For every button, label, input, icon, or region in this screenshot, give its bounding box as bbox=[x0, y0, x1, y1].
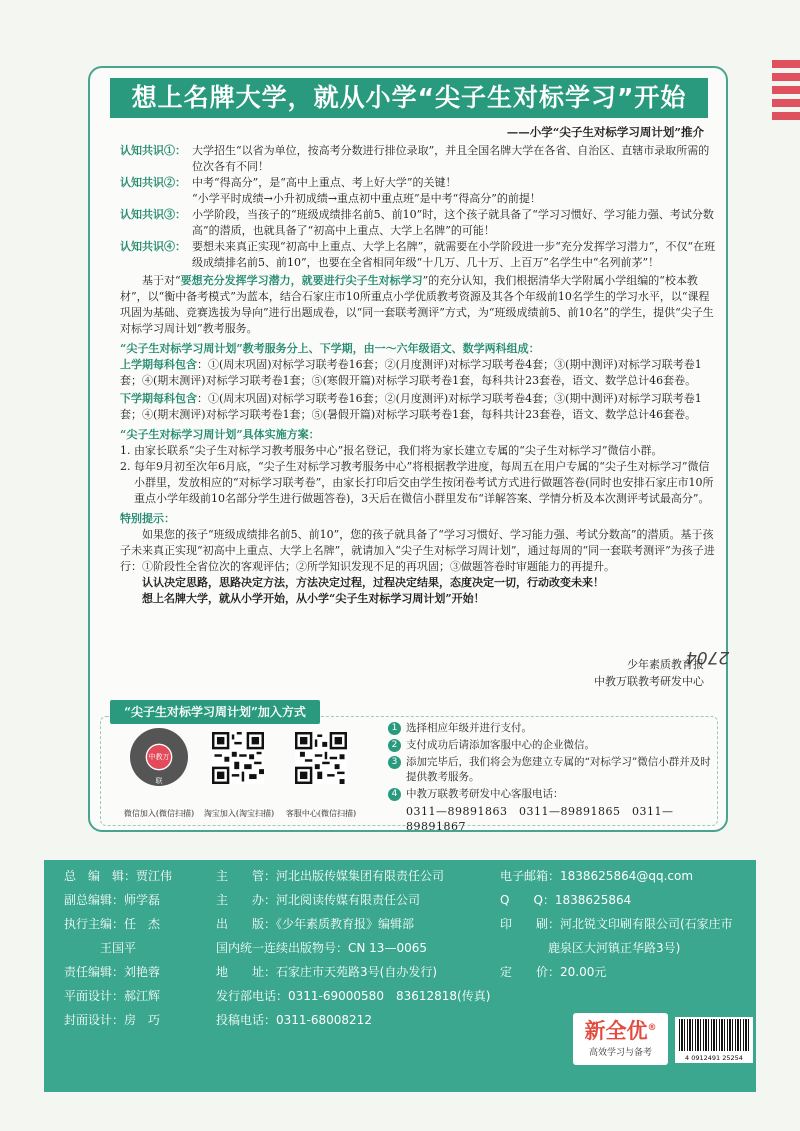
handwritten-number: 2704 bbox=[686, 647, 730, 667]
plan-step: 2. 每年9月初至次年6月底，“尖子生对标学习教考服务中心”将根据教学进度，每周五在用户专属的“尖子生对标学习”微信小群里，发放相应的“对标学习联考卷”，由家长打印后交由学生按闭卷考试方式进行做题答卷(同时也安排石家庄市10所重点小学年级前10名部分学生进行做题答卷)，3天后在微信小群里发布“详解答案、学情分析及本次测评考试最高分”。 bbox=[120, 460, 714, 505]
service-qr-icon[interactable] bbox=[295, 732, 347, 784]
plan-title: “尖子生对标学习周计划”具体实施方案： bbox=[120, 428, 320, 441]
plan-step: 1. 由家长联系“尖子生对标学习教考服务中心”报名登记，我们将为家长建立专属的“尖子生对标学习”微信小群。 bbox=[120, 444, 663, 457]
imprint-publisher: 主 管：河北出版传媒集团有限责任公司 主 办：河北阅读传媒有限责任公司 出 版：《少年素质教育报》编辑部 国内统一连续出版物号：CN 13—0065 地 址：石家庄市天苑路3号(自办发行) 发行部电话：0311-69000580 83612818(传真) 投稿电话：0311-68008212 bbox=[216, 869, 491, 1027]
consensus-text: 小学阶段，当孩子的“班级成绩排名前5、前10”时，这个孩子就具备了“学习习惯好、学习能力强、考试分数高”的潜质，也就具备了“初高中上重点、大学上名牌”的可能！ bbox=[192, 208, 714, 237]
consensus-text: 中考“得高分”，是“高中上重点、考上好大学”的关键！ bbox=[192, 176, 457, 189]
join-step: 3 添加完毕后，我们将会为您建立专属的“对标学习”微信小群并及时提供教考服务。 bbox=[388, 755, 718, 785]
join-steps bbox=[388, 721, 718, 834]
recommend-line: ——小学“尖子生对标学习周计划”推介 bbox=[506, 125, 704, 139]
imprint-footer bbox=[44, 860, 756, 1092]
intro-highlight: 要想充分发挥学习潜力，就要进行尖子生对标学习 bbox=[180, 274, 423, 287]
wechat-mini-logo: 中教万联 bbox=[147, 745, 171, 769]
intro-paragraph: 基于对“要想充分发挥学习潜力，就要进行尖子生对标学习”的充分认知，我们根据清华大学附属小学组编的“校本教材”，以“衡中备考模式”为蓝本，结合石家庄市10所重点小学优质教考资源及其各个年级前10名学生的学习水平，以“课程巩固为基础、竞赛选拔为导向”进行出题成卷，以“同一套联考测评”方式，为“班级成绩前5、前10名”的学生，提供“尖子生对标学习周计划”教考服务。 bbox=[120, 274, 714, 335]
consensus-tag: 认知共识③： bbox=[120, 208, 186, 221]
signature bbox=[594, 656, 704, 690]
consensus-tag: 认知共识④： bbox=[120, 240, 186, 253]
article-body bbox=[120, 143, 716, 607]
qr-label-service: 客服中心(微信扫描) bbox=[285, 809, 357, 818]
headline-banner: 想上名牌大学，就从小学“尖子生对标学习”开始 bbox=[110, 78, 708, 118]
motto-1: 认认决定思路，思路决定方法，方法决定过程，过程决定结果，态度决定一切，行动改变未来！ bbox=[142, 576, 604, 589]
consensus-text: 要想未来真正实现“初高中上重点、大学上名牌”，就需要在小学阶段进一步“充分发挥学习潜力”，不仅“在班级成绩排名前5、前10”，也要在全省相同年级“十几万、几十万、上百万”名学生中“名列前茅”！ bbox=[192, 240, 716, 269]
consensus-3 bbox=[120, 207, 716, 239]
join-step: 2 支付成功后请添加客服中心的企业微信。 bbox=[388, 738, 718, 753]
special-text: 如果您的孩子“班级成绩排名前5、前10”，您的孩子就具备了“学习习惯好、学习能力强、考试分数高”的潜质。基于孩子未来真正实现“初高中上重点、大学上名牌”，就请加入“尖子生对标学习周计划”，通过每周的“同一套联考测评”为孩子进行：①阶段性全省位次的客观评估；②所学知识发现不足的再巩固；③做题答卷时审题能力的再提升。 bbox=[120, 528, 715, 573]
consensus-text-2: “小学平时成绩→小升初成绩→重点初中重点班”是中考“得高分”的前提！ bbox=[192, 192, 541, 205]
consensus-1 bbox=[120, 143, 716, 175]
consensus-4 bbox=[120, 239, 716, 271]
consensus-tag: 认知共识②： bbox=[120, 176, 186, 189]
consensus-tag: 认知共识①： bbox=[120, 144, 186, 157]
service-title: “尖子生对标学习周计划”教考服务分上、下学期，由一～六年级语文、数学两科组成： bbox=[120, 342, 540, 355]
join-title: “尖子生对标学习周计划”加入方式 bbox=[110, 700, 320, 724]
qr-label-taobao: 淘宝加入(淘宝扫描) bbox=[203, 809, 275, 818]
taobao-qr-icon[interactable] bbox=[212, 732, 264, 784]
barcode-icon: 4 0912491 25254 bbox=[675, 1017, 753, 1063]
consensus-text: 大学招生“以省为单位，按高考分数进行排位录取”，并且全国名牌大学在各省、自治区、直辖市录取所需的位次各有不同！ bbox=[192, 144, 710, 173]
signature-line-2: 中教万联教考研发中心 bbox=[594, 675, 704, 688]
service-phones: 0311—89891863 0311—89891865 0311—89891867 bbox=[406, 805, 674, 833]
special-title: 特别提示： bbox=[120, 512, 175, 525]
motto-2: 想上名牌大学，就从小学开始，从小学“尖子生对标学习周计划”开始！ bbox=[142, 592, 485, 605]
join-step: 4 中教万联教考研发中心客服电话： bbox=[388, 787, 718, 802]
qr-label-wechat: 微信加入(微信扫描) bbox=[123, 809, 195, 818]
decor-stripes bbox=[772, 60, 800, 122]
join-step: 1 选择相应年级并进行支付。 bbox=[388, 721, 718, 736]
content-frame bbox=[88, 66, 728, 832]
lower-term: 下学期每科包含：①(周末巩固)对标学习联考卷16套；②(月度测评)对标学习联考卷4套；③(期中测评)对标学习联考卷1套；④(期末测评)对标学习联考卷1套；⑤(暑假开篇)对标学习联考卷1套，每科共计23套卷，语文、数学总计46套卷。 bbox=[120, 392, 702, 421]
consensus-2 bbox=[120, 175, 716, 207]
signature-line-1: 少年素质教育报 bbox=[627, 658, 704, 671]
brand-logo: 新全优® 高效学习与备考 bbox=[573, 1013, 668, 1065]
imprint-editors: 总 编 辑：贾江伟 副总编辑：师学磊 执行主编：任 杰 王国平 责任编辑：刘艳蓉 平面设计：郝江辉 封面设计：房 巧 bbox=[64, 869, 173, 1027]
upper-term: 上学期每科包含：①(周末巩固)对标学习联考卷16套；②(月度测评)对标学习联考卷4套；③(期中测评)对标学习联考卷1套；④(期末测评)对标学习联考卷1套；⑤(寒假开篇)对标学习联考卷1套，每科共计23套卷，语文、数学总计46套卷。 bbox=[120, 358, 702, 387]
imprint-contact: 电子邮箱：1838625864@qq.com Q Q：1838625864 印 刷：河北锐文印刷有限公司(石家庄市 鹿泉区大河镇正华路3号) 定 价：20.00元 bbox=[500, 869, 733, 979]
